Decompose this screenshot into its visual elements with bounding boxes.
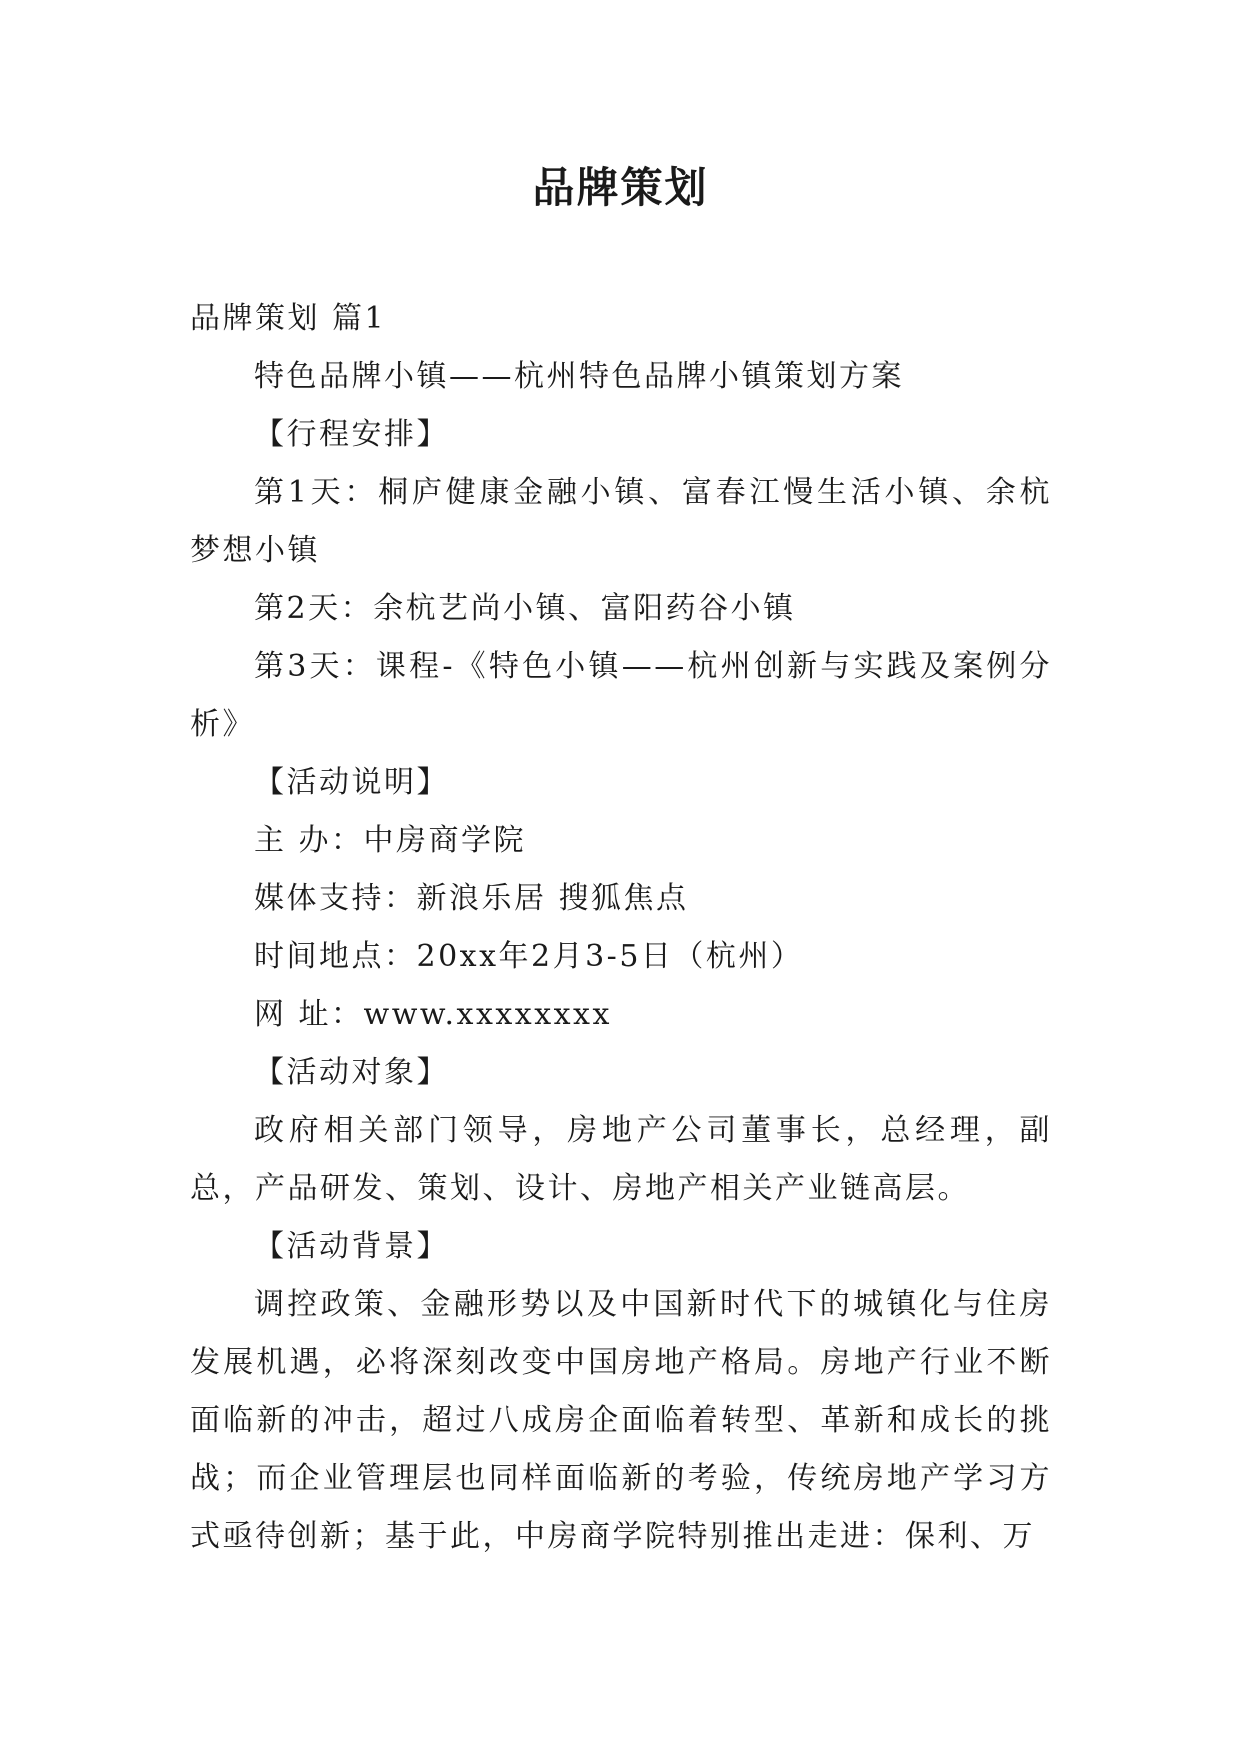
time-place-line: 时间地点：20xx年2月3-5日（杭州） [254, 939, 804, 974]
audience-heading: 【活动对象】 [254, 1055, 449, 1090]
media-line: 媒体支持：新浪乐居 搜狐焦点 [254, 881, 689, 916]
itinerary-day1: 第1天：桐庐健康金融小镇、富春江慢生活小镇、余杭梦想小镇 [190, 475, 1052, 568]
itinerary-day3: 第3天：课程-《特色小镇——杭州创新与实践及案例分析》 [190, 649, 1052, 742]
background-paragraph: 调控政策、金融形势以及中国新时代下的城镇化与住房发展机遇，必将深刻改变中国房地产格局。房地产行业不断面临新的冲击，超过八成房企面临着转型、革新和成长的挑战；而企业管理层也同样面临新的考验，传统房地产学习方式亟待创新；基于此，中房商学院特别推出走进：保利、万 [190, 1287, 1052, 1554]
subtitle: 特色品牌小镇——杭州特色品牌小镇策划方案 [254, 359, 904, 394]
website-line: 网 址：www.xxxxxxxx [254, 997, 612, 1032]
itinerary-day2: 第2天：余杭艺尚小镇、富阳药谷小镇 [254, 591, 796, 626]
document-body [190, 290, 1052, 1566]
section-label: 品牌策划 篇1 [190, 301, 387, 336]
itinerary-heading: 【行程安排】 [254, 417, 449, 452]
activity-heading: 【活动说明】 [254, 765, 449, 800]
background-heading: 【活动背景】 [254, 1229, 449, 1264]
audience-paragraph: 政府相关部门领导，房地产公司董事长，总经理，副总，产品研发、策划、设计、房地产相关产业链高层。 [190, 1113, 1052, 1206]
document-title: 品牌策划 [532, 163, 709, 212]
organizer-line: 主 办：中房商学院 [254, 823, 527, 858]
